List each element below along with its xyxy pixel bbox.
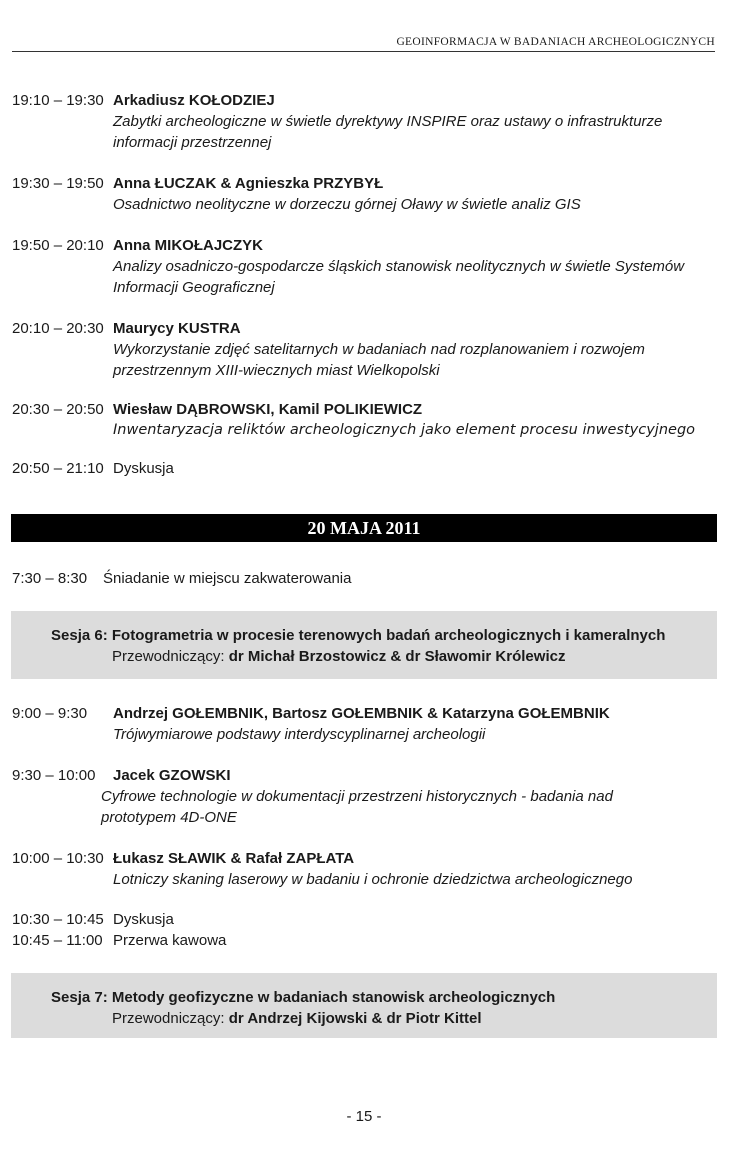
chairs-label: Przewodniczący: bbox=[112, 648, 225, 665]
entry-title-cont: przestrzennym XIII-wiecznych miast Wielkopolski bbox=[113, 362, 440, 379]
program-entry bbox=[12, 458, 720, 479]
entry-time: 10:45 – 11:00 bbox=[12, 932, 103, 949]
entry-text: Dyskusja bbox=[113, 911, 174, 928]
entry-title: Zabytki archeologiczne w świetle dyrektywy INSPIRE oraz ustawy o infrastrukturze bbox=[113, 113, 663, 130]
entry-title: Lotniczy skaning laserowy w badaniu i ochronie dziedzictwa archeologicznego bbox=[113, 871, 633, 888]
entry-title: Trójwymiarowe podstawy interdyscyplinarnej archeologii bbox=[113, 726, 486, 743]
entry-text: Dyskusja bbox=[113, 460, 174, 477]
entry-speaker: Arkadiusz KOŁODZIEJ bbox=[113, 92, 275, 109]
running-header bbox=[12, 36, 715, 52]
entry-time: 20:30 – 20:50 bbox=[12, 401, 104, 418]
session-title: Sesja 6: Fotogrametria w procesie terenowych badań archeologicznych i kameralnych bbox=[51, 627, 666, 644]
entry-speaker: Maurycy KUSTRA bbox=[113, 320, 241, 337]
entry-speaker: Łukasz SŁAWIK & Rafał ZAPŁATA bbox=[113, 850, 355, 867]
entry-title-cont: Informacji Geograficznej bbox=[113, 279, 275, 296]
program-entry bbox=[12, 399, 720, 441]
chairs-names: dr Michał Brzostowicz & dr Sławomir Królewicz bbox=[228, 648, 566, 665]
entry-title: Wykorzystanie zdjęć satelitarnych w badaniach nad rozplanowaniem i rozwojem bbox=[113, 341, 645, 358]
entry-time: 9:30 – 10:00 bbox=[12, 767, 96, 784]
day-header: 20 MAJA 2011 bbox=[11, 514, 717, 542]
entry-time: 20:10 – 20:30 bbox=[12, 320, 104, 337]
program-entry bbox=[12, 848, 720, 890]
entry-title-cont: prototypem 4D-ONE bbox=[101, 809, 237, 826]
page-number: - 15 - bbox=[346, 1108, 382, 1125]
chairs-names: dr Andrzej Kijowski & dr Piotr Kittel bbox=[228, 1010, 482, 1027]
program-entry bbox=[12, 909, 720, 951]
program-entry bbox=[12, 568, 720, 589]
session-box bbox=[11, 973, 717, 1038]
session-title: Sesja 7: Metody geofizyczne w badaniach stanowisk archeologicznych bbox=[51, 989, 556, 1006]
program-entry bbox=[12, 90, 720, 153]
entry-title: Osadnictwo neolityczne w dorzeczu górnej Oławy w świetle analiz GIS bbox=[113, 196, 581, 213]
program-entry bbox=[12, 765, 720, 828]
entry-text: Śniadanie w miejscu zakwaterowania bbox=[103, 570, 352, 587]
entry-speaker: Jacek GZOWSKI bbox=[113, 767, 231, 784]
session-box bbox=[11, 611, 717, 679]
session-chairs bbox=[51, 646, 717, 667]
program-entry bbox=[12, 235, 720, 298]
entry-title: Analizy osadniczo-gospodarcze śląskich stanowisk neolitycznych w świetle Systemów bbox=[113, 258, 685, 275]
program-entry bbox=[12, 703, 720, 745]
entry-speaker: Wiesław DĄBROWSKI, Kamil POLIKIEWICZ bbox=[113, 401, 423, 418]
entry-time: 19:50 – 20:10 bbox=[12, 237, 104, 254]
entry-time: 9:00 – 9:30 bbox=[12, 705, 88, 722]
entry-time: 10:30 – 10:45 bbox=[12, 911, 104, 928]
entry-time: 7:30 – 8:30 bbox=[12, 570, 88, 587]
entry-speaker: Anna MIKOŁAJCZYK bbox=[113, 237, 263, 254]
program-entry bbox=[12, 318, 720, 381]
entry-time: 19:30 – 19:50 bbox=[12, 175, 104, 192]
entry-title-cont: informacji przestrzennej bbox=[113, 134, 272, 151]
entry-time: 20:50 – 21:10 bbox=[12, 460, 104, 477]
running-title: GEOINFORMACJA W BADANIACH ARCHEOLOGICZNYCH bbox=[396, 36, 715, 48]
entry-text: Przerwa kawowa bbox=[113, 932, 227, 949]
entry-speaker: Anna ŁUCZAK & Agnieszka PRZYBYŁ bbox=[113, 175, 384, 192]
chairs-label: Przewodniczący: bbox=[112, 1010, 225, 1027]
entry-title: Cyfrowe technologie w dokumentacji przestrzeni historycznych - badania nad bbox=[101, 788, 613, 805]
entry-time: 19:10 – 19:30 bbox=[12, 92, 104, 109]
entry-title: Inwentaryzacja reliktów archeologicznych jako element procesu inwestycyjnego bbox=[113, 422, 696, 438]
entry-speaker: Andrzej GOŁEMBNIK, Bartosz GOŁEMBNIK & Katarzyna GOŁEMBNIK bbox=[113, 705, 610, 722]
entry-time: 10:00 – 10:30 bbox=[12, 850, 104, 867]
session-chairs bbox=[51, 1008, 717, 1029]
program-entry bbox=[12, 173, 720, 215]
